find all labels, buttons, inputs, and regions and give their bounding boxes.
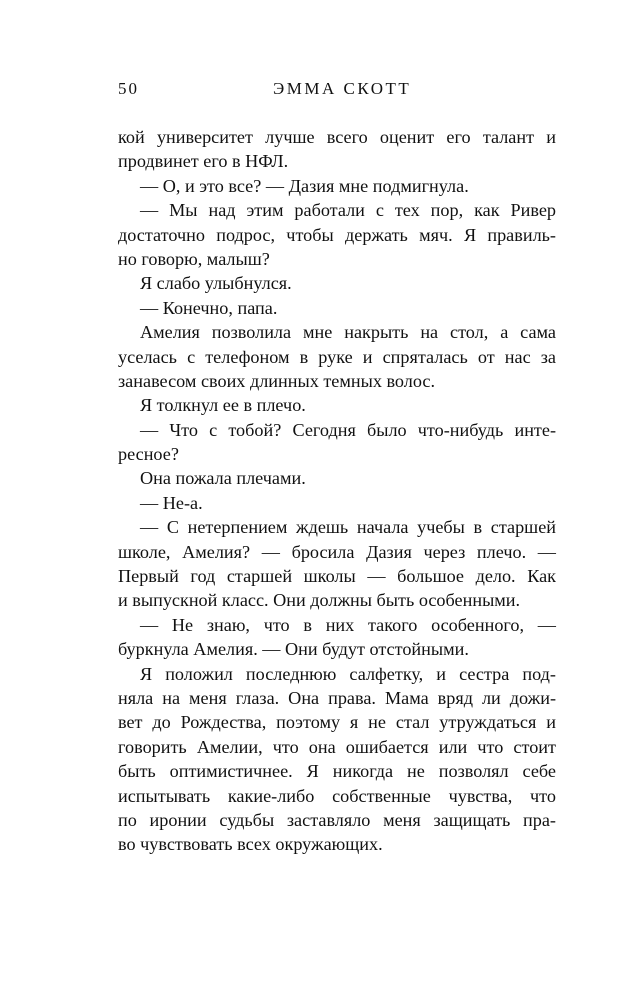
text-line: буркнула Амелия. — Они будут отстойными. [118, 639, 469, 660]
text-line: вет до Рождества, поэтому я не стал утруждаться и [118, 712, 556, 733]
text-line: во чувствовать всех окружающих. [118, 834, 383, 855]
text-line: продвинет его в НФЛ. [118, 151, 289, 172]
text-line: школе, Амелия? — бросила Дазия через плечо. — [118, 541, 556, 562]
text-line: Амелия позволила мне накрыть на стол, а сама [140, 322, 556, 343]
text-line: Я положил последнюю салфетку, и сестра под- [140, 663, 556, 684]
text-line: и выпускной класс. Они должны быть особенными. [118, 590, 521, 611]
text-line: Я слабо улыбнулся. [140, 273, 292, 294]
text-line: Первый год старшей школы — большое дело. Как [118, 566, 556, 587]
text-line: — С нетерпением ждешь начала учебы в старшей [140, 517, 556, 538]
text-line: — Не знаю, что в них такого особенного, — [140, 614, 556, 635]
text-line: — Конечно, папа. [140, 297, 278, 318]
text-line: быть оптимистичнее. Я никогда не позволял себе [118, 761, 556, 782]
text-line: испытывать какие-либо собственные чувства, что [118, 785, 556, 806]
text-line: ресное? [118, 444, 179, 465]
text-line: кой университет лучше всего оценит его талант и [118, 127, 556, 147]
text-line: занавесом своих длинных темных волос. [118, 370, 436, 391]
text-line: по иронии судьбы заставляло меня защищать пра- [118, 809, 556, 830]
text-line: — Мы над этим работали с тех пор, как Ривер [140, 200, 556, 221]
running-head [118, 79, 556, 103]
text-line: говорить Амелии, что она ошибается или что стоит [118, 736, 556, 757]
running-head-author: ЭММА СКОТТ [273, 79, 412, 98]
text-line: Она пожала плечами. [140, 468, 306, 489]
text-line: но говорю, малыш? [118, 248, 270, 269]
text-line: — Не-а. [140, 492, 203, 513]
page-number: 50 [118, 79, 139, 98]
text-line: достаточно подрос, чтобы держать мяч. Я правиль- [118, 224, 556, 245]
body-text [118, 125, 556, 857]
text-line: уселась с телефоном в руке и спряталась от нас за [118, 346, 556, 367]
text-line: — Что с тобой? Сегодня было что-нибудь инте- [140, 419, 556, 440]
text-line: — О, и это все? — Дазия мне подмигнула. [140, 175, 469, 196]
text-line: няла на меня глаза. Она права. Мама вряд ли дожи- [118, 687, 556, 708]
text-line: Я толкнул ее в плечо. [140, 395, 306, 416]
